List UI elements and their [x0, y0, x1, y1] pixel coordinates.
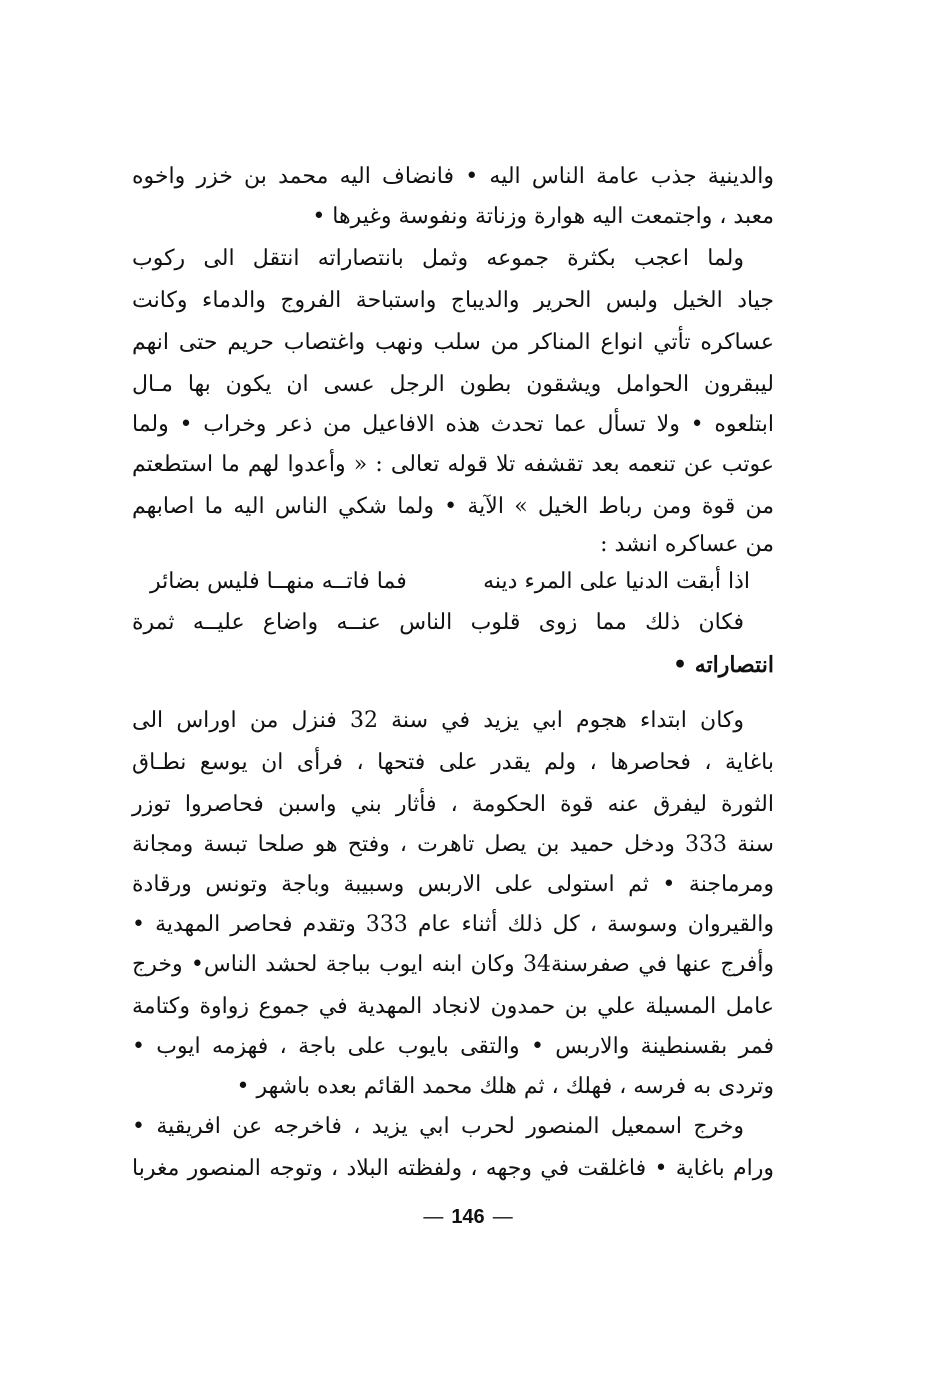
text-line: وخرج اسمعيل المنصور لحرب ابي يزيد ، فاخرجه عن افريقية •: [132, 1114, 744, 1139]
page-number-dash-right: —: [492, 1206, 513, 1228]
text-line: ولما اعجب بكثرة جموعه وثمل بانتصاراته انتقل الى ركوب: [132, 246, 744, 271]
text-line: معبد ، واجتمعت اليه هوارة وزناتة ونفوسة وغيرها •: [312, 204, 774, 229]
verse-second-hemistich: فما فاتــه منهــا فليس بضائر: [150, 569, 407, 594]
text-line: عامل المسيلة علي بن حمدون لانجاد المهدية في جموع زواوة وكتامة: [132, 994, 774, 1019]
text-line: الثورة ليفرق عنه قوة الحكومة ، فأثار بني واسبن فحاصروا توزر: [132, 792, 774, 817]
text-line: وتردى به فرسه ، فهلك ، ثم هلك محمد القائم بعده باشهر •: [236, 1074, 774, 1099]
text-line: وأفرج عنها في صفرسنة34 وكان ابنه ايوب بباجة لحشد الناس• وخرج: [132, 952, 774, 977]
page-number: [0, 1206, 936, 1229]
text-line: باغاية ، فحاصرها ، ولم يقدر على فتحها ، فرأى ان يوسع نطـاق: [132, 750, 774, 775]
text-line: وكان ابتداء هجوم ابي يزيد في سنة 32 فنزل من اوراس الى: [132, 708, 744, 733]
text-line: من عساكره انشد :: [600, 532, 774, 557]
page-number-value: 146: [451, 1206, 485, 1228]
text-line: عساكره تأتي انواع المناكر من سلب ونهب واغتصاب حريم حتى انهم: [132, 330, 774, 355]
poem-verse: [150, 565, 750, 605]
text-line: انتصاراته •: [672, 652, 774, 678]
page-number-dash-left: —: [423, 1206, 444, 1228]
text-line: فمر بقسنطينة والاربس • والتقى بايوب على باجة ، فهزمه ايوب •: [132, 1034, 774, 1059]
text-line: والقيروان وسوسة ، كل ذلك أثناء عام 333 وتقدم فحاصر المهدية •: [132, 912, 775, 937]
text-line: عوتب عن تنعمه بعد تقشفه تلا قوله تعالى : « وأعدوا لهم ما استطعتم: [132, 452, 774, 477]
text-line: ومرماجنة • ثم استولى على الاربس وسبيبة وباجة وتونس ورقادة: [132, 872, 774, 897]
text-line: سنة 333 ودخل حميد بن يصل تاهرت ، وفتح هو صلحا تبسة ومجانة: [132, 832, 774, 857]
verse-first-hemistich: اذا أبقت الدنيا على المرء دينه: [483, 569, 750, 594]
text-line: جياد الخيل ولبس الحرير والديباج واستباحة الفروج والدماء وكانت: [132, 288, 774, 313]
text-line: ليبقرون الحوامل ويشقون بطون الرجل عسى ان يكون بها مـال: [132, 372, 774, 397]
text-line: فكان ذلك مما زوى قلوب الناس عنــه واضاع عليــه ثمرة: [132, 610, 744, 635]
text-line: من قوة ومن رباط الخيل » الآية • ولما شكي الناس اليه ما اصابهم: [132, 494, 774, 519]
text-line: والدينية جذب عامة الناس اليه • فانضاف اليه محمد بن خزر واخوه: [132, 164, 774, 189]
text-line: ورام باغاية • فاغلقت في وجهه ، ولفظته البلاد ، وتوجه المنصور مغربا: [132, 1156, 774, 1181]
text-line: ابتلعوه • ولا تسأل عما تحدث هذه الافاعيل من ذعر وخراب • ولما: [132, 412, 774, 437]
